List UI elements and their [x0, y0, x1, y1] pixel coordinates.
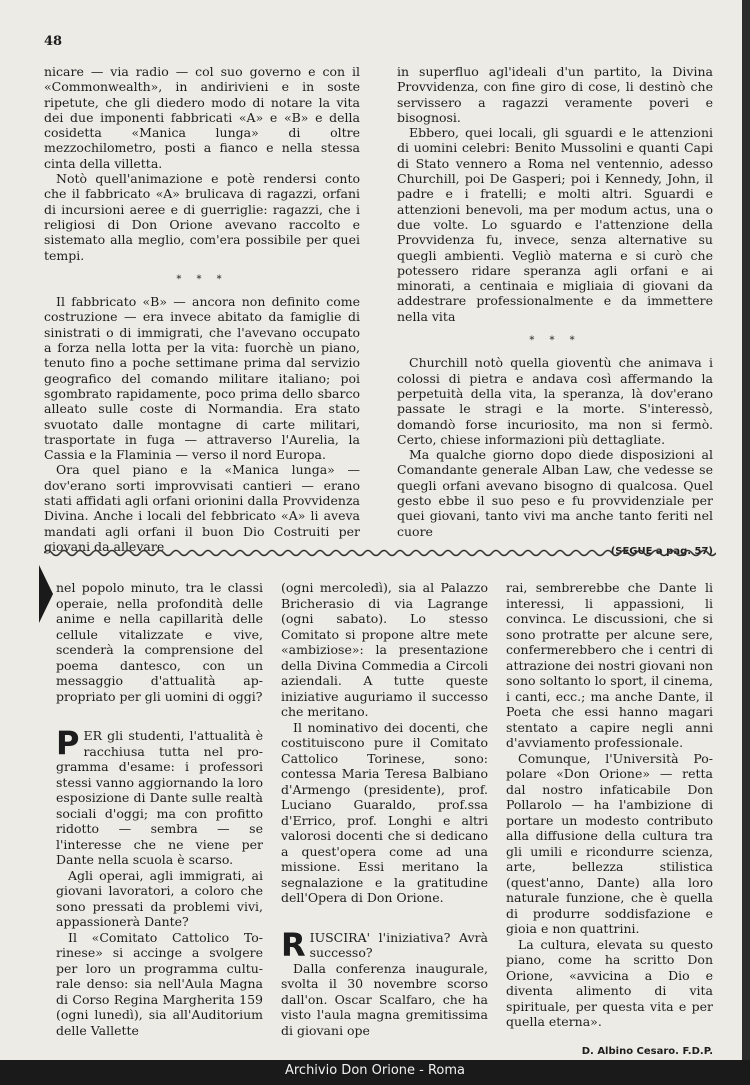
- paragraph: Ora quel piano e la «Manica lunga» — dov'erano sorti improvvisati cantieri — erano stati affidati agli orfani orionini dalla Provvidenza Divina. Anche i locali del febbricato «A» li aveva mandati agli orfani il buon Dio Costruiti per giovani da allevare: [44, 462, 360, 554]
- paragraph: Notò quell'animazione e potè rendersi conto che il fabbricato «A» brulicava di ragazzi, orfani di incursioni aeree e di guerriglie: ragazzi, che i religiosi di Don Orione avevano raccolto e sistemato alla meglio, com'era possibile per quei tempi.: [44, 171, 360, 263]
- drop-cap: P: [56, 724, 80, 762]
- paragraph-text: ER gli studenti, l'attualità è racchiusa tutta nel programma d'esame: i professori stessi vanno aggiornando la loro esposizione di Dante sulle realtà sociali d'oggi; ma con profitto ridotto — sembra — se l'interesse che ne viene per Dante nella scuola è scarso.: [56, 728, 263, 867]
- paragraph: Comunque, l'Università Popolare «Don Orione» — retta dal nostro infaticabile Don Pollarolo — ha l'ambizione di portare un modesto contributo alla diffusione della cultura tra gli umili e ricondurre scienza, arte, bellezza stilistica (quest'anno, Dante) alla loro naturale funzione, che è quella di produrre soddisfazione e gioia e non quattrini.: [506, 750, 713, 936]
- paragraph: [281, 925, 488, 964]
- paragraph: Ebbero, quei locali, gli sguardi e le attenzioni di uomini celebri: Benito Mussolini e quanti Capi di Stato vennero a Roma nel ventennio, adesso Churchill, poi De Gasperi; poi i Kennedy, John, il padre e i fratelli; e molti altri. Sguardi e attenzioni benevoli, ma per modum actus, una o due volte. Lo sguardo e l'attenzione della Provvidenza fu, invece, senza alternative su quegli ambienti. Vegliò materna e si curò che potessero ridare speranza agli orfani e ai minorati, a centinaia e migliaia di giovani da addestrare professionalmente e da immettere nella vita: [397, 125, 713, 324]
- article2-column-1: [56, 580, 263, 1038]
- paragraph: in superfluo agl'ideali d'un partito, la Divina Provvidenza, con fine giro di cose, li destinò che servissero a ragazzi veramente poveri e bisognosi.: [397, 64, 713, 125]
- paragraph: nel popolo minuto, tra le classi operaie, nella profondità delle anime e nella capillarità delle cellule vitalizzate e vive, scenderà la comprensione del poema dantesco, con un messaggio d'attualità appropriato per gli uomini di oggi?: [56, 580, 263, 704]
- paragraph: Agli operai, agli immigrati, ai giovani lavoratori, a coloro che sono pressati da problemi vivi, appassionerà Dante?: [56, 867, 263, 929]
- section-separator: * * *: [176, 273, 228, 285]
- section-gap: [281, 906, 488, 930]
- paragraph: nicare — via radio — col suo governo e con il «Commonwealth», in andirivieni e in soste ripetute, che gli diedero modo di notare la vita dei due imponenti fabbricati «A» e «B» e della cosidetta «Manica lunga» di oltre mezzochilometro, posti a fianco e nella stessa cinta della villetta.: [44, 64, 360, 171]
- article1-right-column: [397, 64, 713, 559]
- triangle-marker-icon: [39, 565, 53, 623]
- article1-left-column: [44, 64, 360, 554]
- section-gap: [56, 704, 263, 728]
- paragraph: (ogni mercoledì), sia al Palazzo Bricherasio di via Lagrange (ogni sabato). Lo stesso Comitato si propone altre mete «ambiziose»: la presentazione della Divina Commedia a Circoli aziendali. A tutte queste iniziative auguriamo il successo che meritano.: [281, 580, 488, 719]
- page-number: 48: [44, 34, 63, 49]
- scan-edge: [742, 0, 750, 1085]
- paragraph: Ma qualche giorno dopo diede disposizioni al Comandante generale Alban Law, che vedesse se quegli orfani avevano bisogno di qualcosa. Quel gesto ebbe il suo peso e fu provvidenziale per quei giovani, tanto vivi ma anche tanto feriti nel cuore: [397, 447, 713, 539]
- paragraph: Il «Comitato Cattolico Torinese» si accinge a svolgere per loro un programma culturale denso: sia nell'Aula Magna di Corso Regina Margherita 159 (ogni lunedì), sia all'Auditorium delle Vallette: [56, 929, 263, 1038]
- paragraph: Il nominativo dei docenti, che costituiscono pure il Comitato Cattolico Torinese, sono: contessa Maria Teresa Balbiano d'Armengo (presidente), prof. Luciano Guaraldo, prof.ssa d'Errico, prof. Longhi e altri valorosi docenti che si dedicano a quest'opera come ad una missione. Essi meritano la segnalazione e la gratitudine dell'Opera di Don Orione.: [281, 719, 488, 905]
- archive-label: Archivio Don Orione - Roma: [284, 1063, 466, 1078]
- drop-cap: R: [281, 925, 306, 964]
- continued-note: (SEGUE a pag. 57): [610, 545, 713, 557]
- article2-column-2: [281, 580, 488, 1038]
- paragraph: Il fabbricato «B» — ancora non definito come costruzione — era invece abitato da famiglie di sinistrati o di immigrati, che l'avevano occupato a forza nella lotta per la vita: fuorchè un piano, tenuto fino a poche settimane prima dal servizio geografico del comando militare italiano; poi sgombrato rapidamente, poco prima dello sbarco alleato sulle coste di Normandia. Era stato svuotato dalle montagne di carte militari, trasportate in fuga — attraverso l'Aurelia, la Cassia e la Flaminia — verso il nord Europa.: [44, 294, 360, 463]
- paragraph-text: IUSCIRA' l'iniziativa? Avrà successo?: [309, 929, 488, 960]
- author-signature: D. Albino Cesaro. F.D.P.: [581, 1045, 713, 1057]
- paragraph: rai, sembrerebbe che Dante li interessi, li appassioni, li convinca. Le discussioni, che si sono protratte per alcune sere, confermerebbero che i centri di attrazione dei nostri giovani non sono soltanto lo sport, il cinema, i canti, ecc.; ma anche Dante, il Poeta che essi hanno magari stentato a capire negli anni d'avviamento professionale.: [506, 580, 713, 750]
- paragraph: Dalla conferenza inaugurale, svolta il 30 novembre scorso dall'on. Oscar Scalfaro, che ha visto l'aula magna gremitissima di giovani ope: [281, 960, 488, 1038]
- article2-column-3: [506, 580, 713, 1059]
- section-separator: * * *: [529, 335, 581, 347]
- wavy-divider: [44, 548, 716, 558]
- paragraph: Churchill notò quella gioventù che animava i colossi di pietra e andava così affermando la perpetuità della vita, la speranza, là dov'erano passate le stragi e la morte. S'interessò, domandò forse incuriosito, ma non si fermò. Certo, chiese informazioni più dettagliate.: [397, 355, 713, 447]
- paragraph: [56, 724, 263, 868]
- paragraph: La cultura, elevata su questo piano, come ha scritto Don Orione, «avvicina a Dio e diventa alimento di vita spirituale, per questa vita e per quella eterna».: [506, 936, 713, 1029]
